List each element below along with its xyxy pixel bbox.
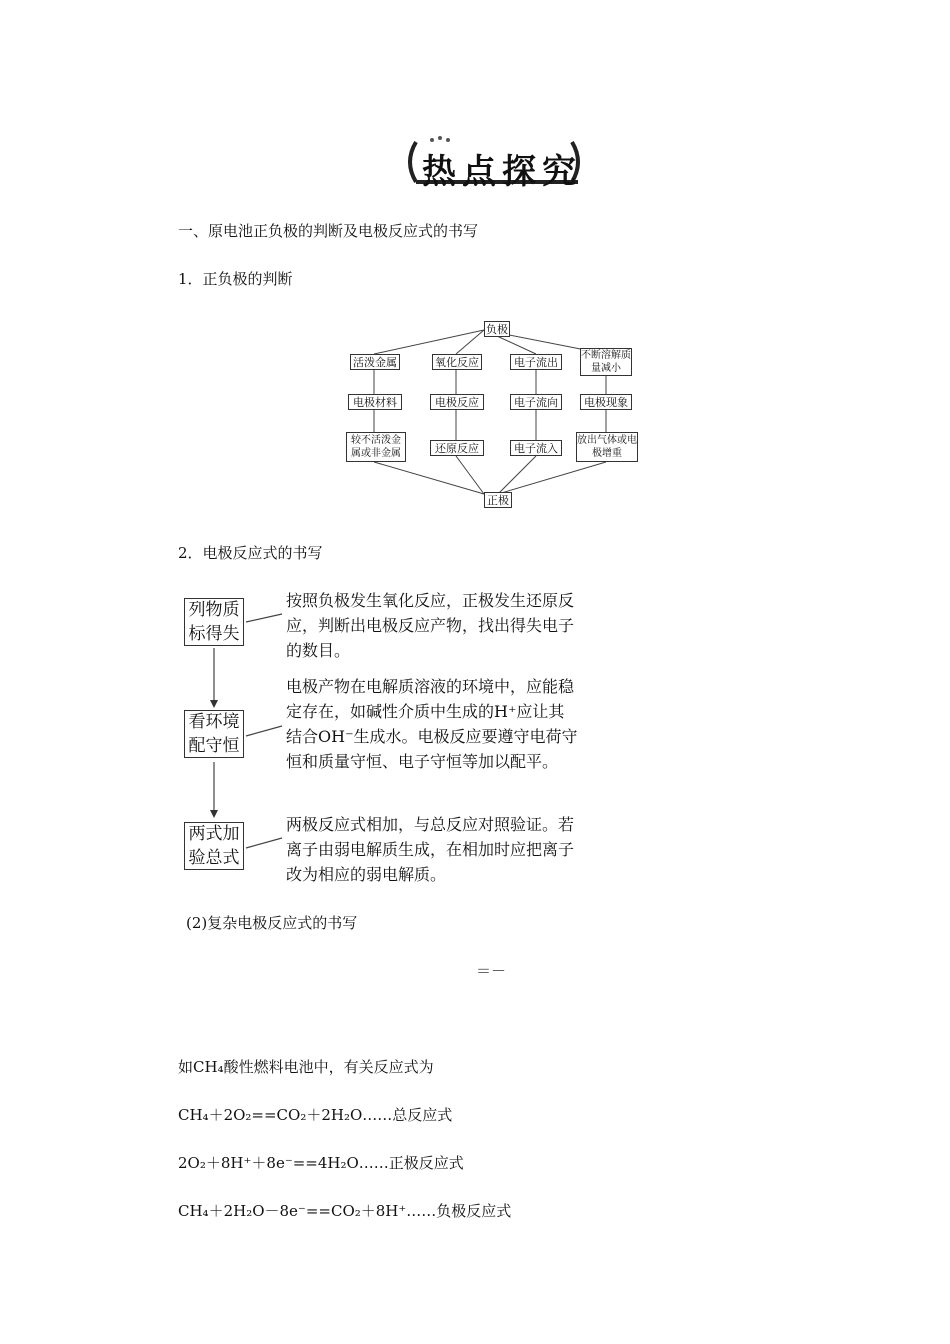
node-row3-1: 较不活泼金属或非金属	[346, 432, 406, 462]
node-row1-4: 不断溶解质量减小	[581, 350, 631, 374]
node-row3-4: 放出气体或电极增重	[576, 432, 638, 462]
step-1-label: 列物质标得失	[184, 598, 244, 646]
node-positive: 正极	[484, 492, 512, 508]
title-banner	[402, 136, 586, 192]
equation-negative: CH₄＋2H₂O－8e⁻==CO₂＋8H⁺……负极反应式	[178, 1202, 512, 1220]
section-heading: 一、原电池正负极的判断及电极反应式的书写	[178, 222, 479, 240]
example-intro: 如CH₄酸性燃料电池中，有关反应式为	[178, 1058, 434, 1076]
step-3-text: 两极反应式相加，与总反应对照验证。若离子由弱电解质生成，在相加时应把离子改为相应的弱电解质。	[286, 815, 575, 884]
equation-fragment: ＝－	[476, 962, 507, 980]
node-row2-1: 电极材料	[348, 394, 402, 410]
equation-positive: 2O₂＋8H⁺＋8e⁻==4H₂O……正极反应式	[178, 1154, 464, 1172]
step-2-text: 电极产物在电解质溶液的环境中，应能稳定存在，如碱性介质中生成的H⁺应让其结合OH⁻生成水。电极反应要遵守电荷守恒和质量守恒、电子守恒等加以配平。	[286, 677, 578, 771]
step-1-text: 按照负极发生氧化反应，正极发生还原反应，判断出电极反应产物，找出得失电子的数目。	[286, 591, 575, 660]
equation-total: CH₄＋2O₂==CO₂＋2H₂O……总反应式	[178, 1106, 453, 1124]
subsection-heading-1: 1．正负极的判断	[178, 270, 293, 288]
node-negative: 负极	[486, 322, 508, 336]
subsection-heading-2: 2．电极反应式的书写	[178, 544, 323, 562]
page-title: 热点探究	[422, 152, 582, 192]
step-3-label: 两式加验总式	[184, 822, 244, 870]
step-2-label: 看环境配守恒	[184, 710, 244, 758]
node-row2-4: 电极现象	[580, 394, 632, 410]
node-row2-2: 电极反应	[430, 394, 484, 410]
node-row1-3: 电子流出	[510, 354, 562, 370]
node-row1-2: 氧化反应	[432, 354, 482, 370]
writing-steps-flow	[184, 586, 584, 886]
node-row3-2: 还原反应	[430, 440, 484, 456]
node-row1-1: 活泼金属	[350, 354, 400, 370]
subsection-heading-3: (2)复杂电极反应式的书写	[186, 914, 358, 932]
electrode-judgment-diagram	[340, 318, 640, 512]
node-row3-3: 电子流入	[510, 440, 562, 456]
node-row2-3: 电子流向	[510, 394, 562, 410]
